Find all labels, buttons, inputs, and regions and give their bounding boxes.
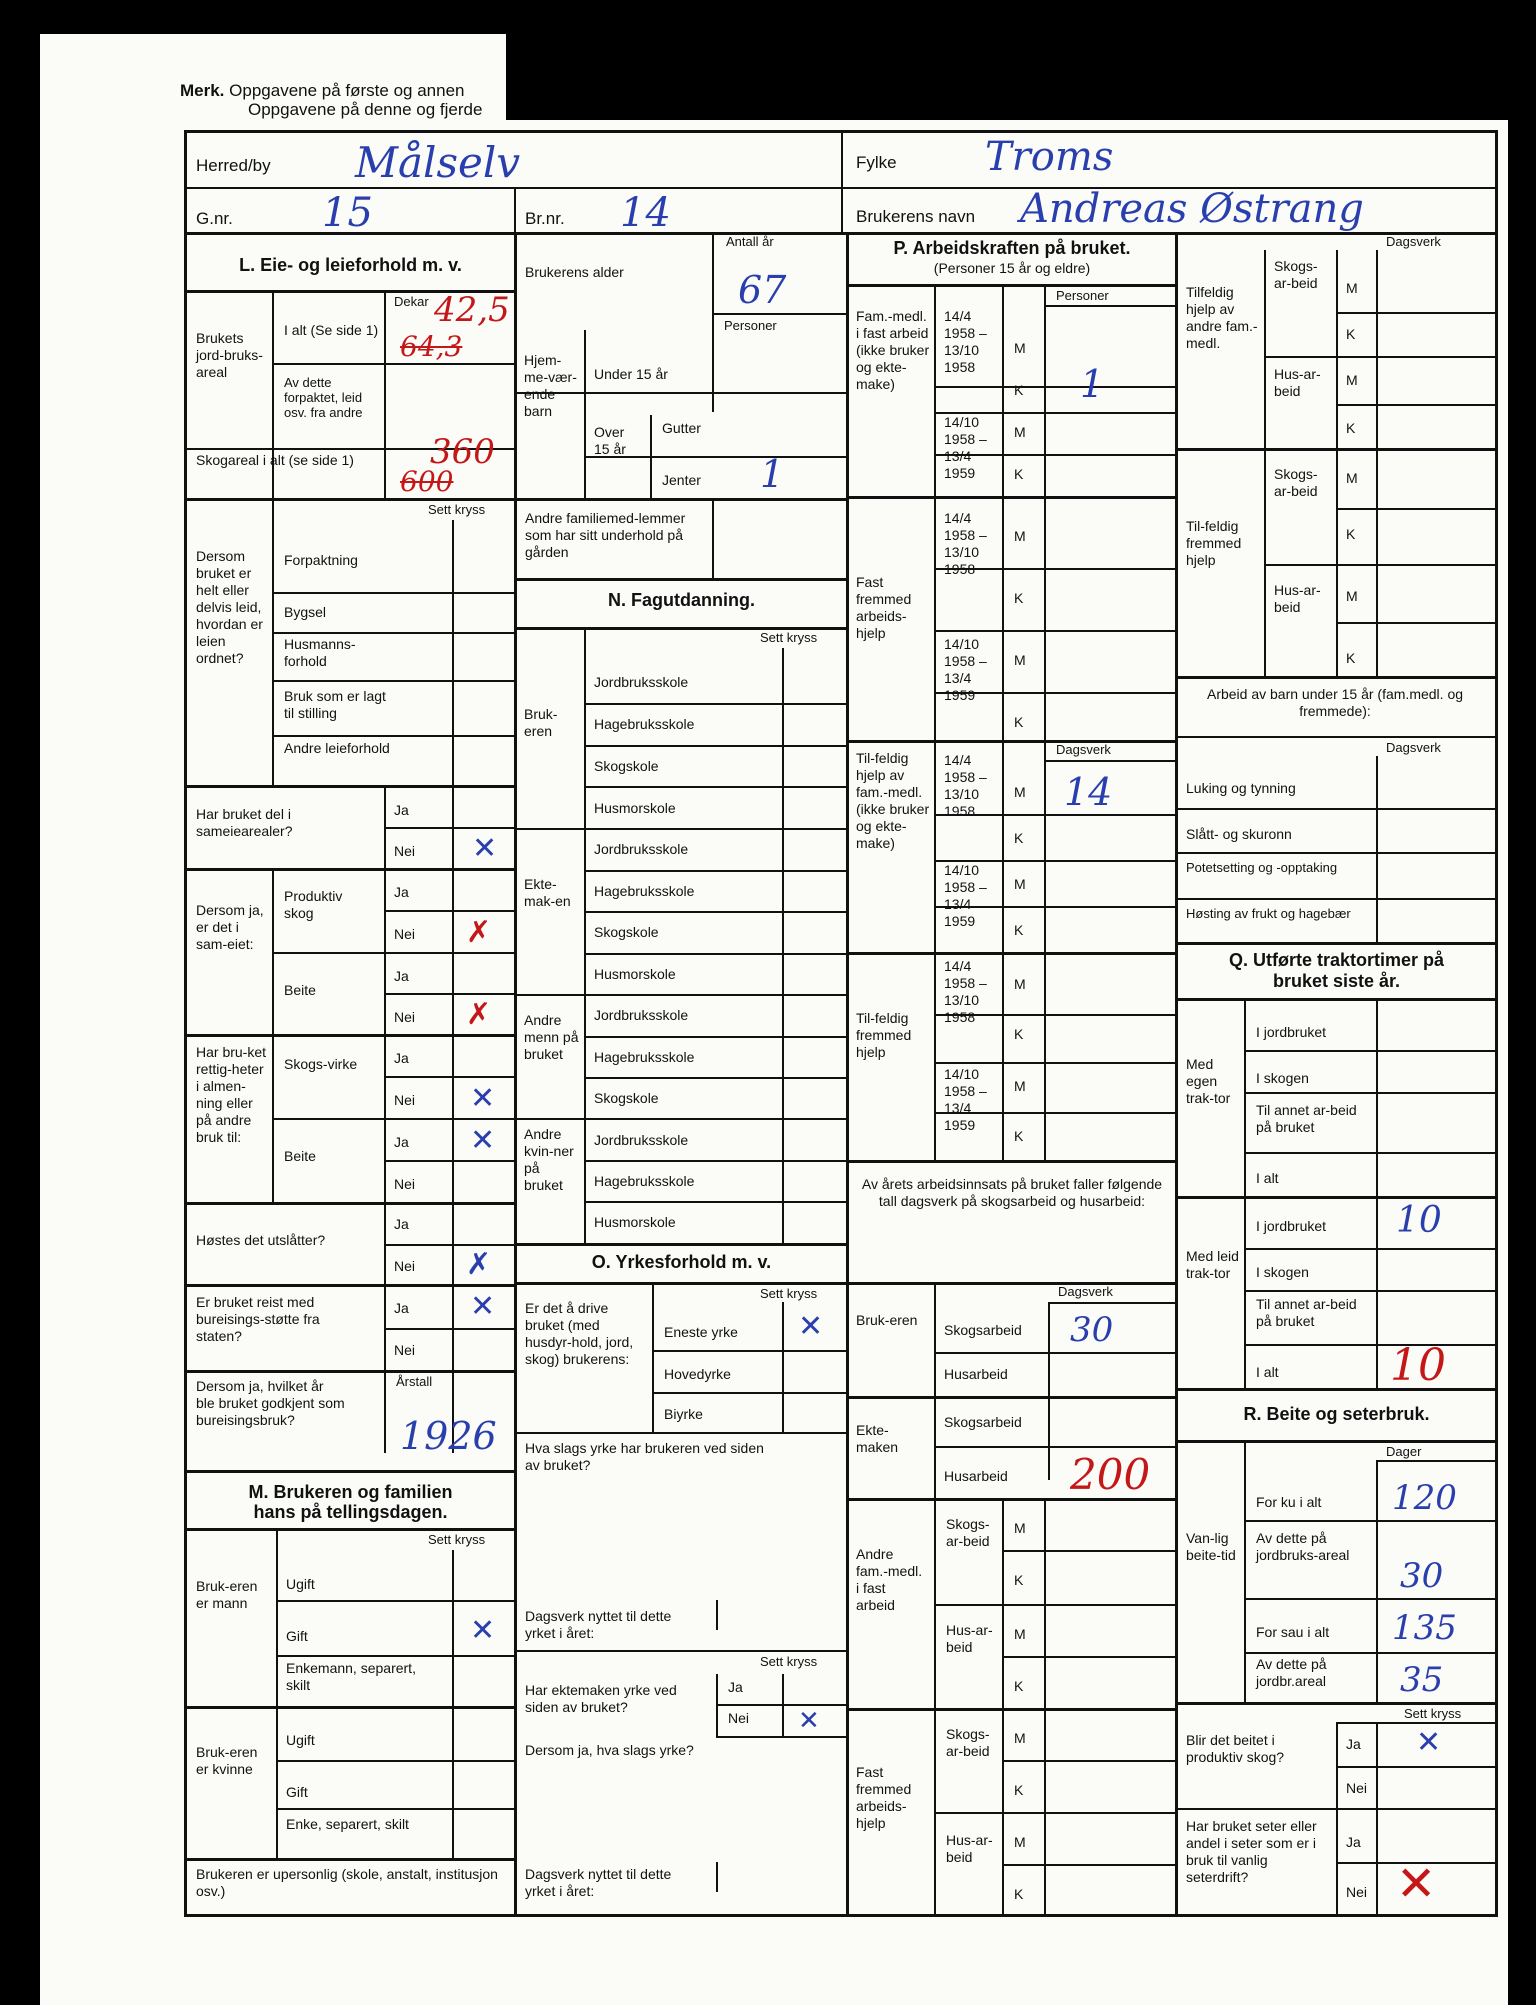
dagsverk-barn-label: Dagsverk [1386,740,1441,755]
section-p-subtitle: (Personer 15 år og eldre) [933,260,1091,276]
n-school: Hagebruksskole [594,716,695,732]
bruker-mann-label: Bruk-eren er mann [196,1578,258,1611]
sau-i-alt-value: 135 [1392,1608,1457,1648]
barn-hosting: Høsting av frukt og hagebær [1186,906,1351,921]
p-fast-fremmed: Fast fremmed arbeids-hjelp [856,1764,912,1831]
barn-potet: Potetsetting og -opptaking [1186,860,1338,875]
bureising-question: Er bruket reist med bureisings-støtte fra staten? [196,1294,320,1344]
n-school: Skogskole [594,1090,659,1106]
husarbeid-short: Hus-ar-beid [946,1622,993,1655]
rettigheter-label: Har bru-ket rettig-heter i almen-ning eller på andre bruk til: [196,1044,267,1145]
hjem-barn-label: Hjem-me-vær-ende barn [524,352,577,419]
seter-nei-mark: ✕ [1396,1856,1437,1912]
brukeren-label: Brukerens navn [856,207,976,226]
dagsverk-q-label: Dagsverk [1386,234,1441,249]
q-tilf-fam: Tilfeldig hjelp av andre fam.-medl. [1186,284,1258,351]
k-label: K [1014,382,1024,398]
merk-note: Merk. Oppgavene på første og annen [180,81,465,100]
prod-nei: Nei [394,926,416,942]
n-school: Skogskole [594,758,659,774]
dagsverk-nyttet-1: Dagsverk nyttet til dette yrket i året: [525,1608,672,1641]
m-label: M [1014,1626,1026,1642]
barn-slatt: Slått- og skuronn [1186,826,1292,842]
leie-forpaktning: Forpaktning [284,552,358,568]
gnr-label: G.nr. [196,209,233,228]
jenter-label: Jenter [662,472,701,488]
period-b: 14/10 1958 –13/4 1959 [944,1066,987,1133]
sett-kryss-n: Sett kryss [760,630,818,645]
sameie-ja: Ja [394,802,409,818]
dagsverk-p2-label: Dagsverk [1058,1284,1113,1299]
k-label: K [1014,1128,1024,1144]
jenter-value: 1 [760,452,785,496]
m-label: M [1346,280,1358,296]
q-tilf-fremmed: Til-feldig fremmed hjelp [1186,518,1242,568]
over15-label: Over 15 år [594,424,626,457]
dager-label: Dager [1386,1444,1422,1459]
p-ektemaken: Ekte-maken [856,1422,899,1455]
m-label: M [1014,1520,1026,1536]
bureising-ja-mark: ✕ [470,1289,496,1324]
k-label: K [1346,526,1356,542]
husarbeid-2: Husarbeid [944,1468,1008,1484]
prod-nei-mark: ✗ [466,915,492,950]
section-o-title: O. Yrkesforhold m. v. [591,1252,772,1272]
ektemaken-yrke-q: Har ektemaken yrke ved siden av bruket? [525,1682,677,1715]
p-block-fam-fast: Fam.-medl. i fast arbeid (ikke bruker og ekte-make) [856,308,930,392]
i-alt-value: 42,5 [434,290,510,330]
skog-bruker-value: 30 [1070,1310,1114,1350]
alder-label: Brukerens alder [525,264,624,280]
herred-label: Herred/by [196,156,271,175]
merk-note-line2: Oppgavene på denne og fjerde [248,100,483,119]
q-leid-traktor: Med leid trak-tor [1186,1248,1239,1281]
beite-nei: Nei [394,1009,416,1025]
eneste-yrke-mark: ✕ [798,1309,824,1344]
tr-i-alt: I alt [1256,1170,1279,1186]
sett-kryss-r: Sett kryss [1404,1706,1462,1721]
utslatter-ja: Ja [394,1216,409,1232]
k-label: K [1014,1678,1024,1694]
seter-question: Har bruket seter eller andel i seter som er i bruk til vanlig seterdrift? [1186,1818,1317,1885]
vanlig-beitetid: Van-lig beite-tid [1186,1530,1236,1563]
barn-heading: Arbeid av barn under 15 år (fam.medl. og fremmede): [1206,686,1464,719]
m-label: M [1014,1834,1026,1850]
husarbeid-short: Hus-ar-beid [1274,582,1321,615]
kvinne-gift: Gift [286,1784,308,1800]
skogsarbeid-short: Skogs-ar-beid [946,1516,990,1549]
dersom-sameie-label: Dersom ja, er det i sam-eiet: [196,902,264,952]
av-arets-text: Av årets arbeidsinnsats på bruket faller følgende tall dagsverk på skogsarbeid og husarbeid: [861,1176,1163,1209]
scan-background [506,0,1536,120]
skog-areal-label: Skogareal i alt (se side 1) [196,452,354,468]
under15-label: Under 15 år [594,366,668,382]
brukeren-value: Andreas Østrang [1020,186,1364,232]
ku-jord-value: 30 [1400,1556,1444,1596]
n-school: Husmorskole [594,800,676,816]
p-brukeren: Bruk-eren [856,1312,918,1328]
k-label: K [1346,326,1356,342]
arstall-question: Dersom ja, hvilket år ble bruket godkjent som bureisingsbruk? [196,1378,345,1428]
skogsarbeid-1: Skogsarbeid [944,1322,1022,1338]
skogsarbeid-short: Skogs-ar-beid [1274,258,1318,291]
beite-label-r: Beite [284,1148,316,1164]
n-school: Jordbruksskole [594,841,689,857]
beite-label-l: Beite [284,982,316,998]
n-school: Jordbruksskole [594,1007,689,1023]
r-sau-i-alt: For sau i alt [1256,1624,1330,1640]
period-b: 14/10 1958 –13/4 1959 [944,862,987,929]
seter-nei: Nei [1346,1884,1368,1900]
arstall-value: 1926 [400,1414,497,1458]
skogsarbeid-2: Skogsarbeid [944,1414,1022,1430]
sett-kryss-o2: Sett kryss [760,1654,818,1669]
m-label: M [1014,784,1026,800]
tr-skogen: I skogen [1256,1070,1309,1086]
k-label: K [1014,922,1024,938]
n-ektemaken: Ekte-mak-en [524,876,571,909]
kvinne-ugift: Ugift [286,1732,315,1748]
jord-areal-label: Brukets jord-bruks-areal [196,330,263,380]
sett-kryss-l: Sett kryss [428,502,486,517]
personer-k-label: Personer [724,318,777,333]
utslatter-nei-mark: ✗ [466,1247,492,1282]
tr-annet: Til annet ar-beid på bruket [1256,1296,1357,1329]
ektemaken-nei-mark: ✕ [798,1706,820,1736]
personer-p-label: Personer [1056,288,1109,303]
period-a: 14/4 1958 –13/10 1958 [944,510,987,577]
tilf-fam-m1-value: 14 [1064,770,1113,814]
eneste-yrke: Eneste yrke [664,1324,738,1340]
sameie-question: Har bruket del i sameiearealer? [196,806,293,839]
k-label: K [1014,1782,1024,1798]
r-ku-i-alt: For ku i alt [1256,1494,1322,1510]
fylke-value: Troms [985,134,1114,180]
dagsverk-p-label: Dagsverk [1056,742,1111,757]
k-label: K [1346,650,1356,666]
section-p-title: P. Arbeidskraften på bruket. [893,238,1131,258]
sameie-nei-mark: ✕ [472,831,498,866]
fam-fast-k1-value: 1 [1080,362,1105,406]
dekar-label: Dekar [394,294,429,309]
blir-nei: Nei [1346,1780,1368,1796]
prod-ja: Ja [394,884,409,900]
blir-ja-mark: ✕ [1416,1725,1442,1760]
seter-ja: Ja [1346,1834,1361,1850]
k-label: K [1014,1572,1024,1588]
p-andre-fam: Andre fam.-medl. i fast arbeid [856,1546,923,1613]
m-label: M [1014,340,1026,356]
tr-i-alt: I alt [1256,1364,1279,1380]
m-label: M [1014,528,1026,544]
skogsvirke-nei-mark: ✕ [470,1081,496,1116]
er-det-label: Er det å drive bruket (med husdyr-hold, jord, skog) brukerens: [525,1300,634,1367]
period-b: 14/10 1958 –13/4 1959 [944,636,987,703]
n-school: Husmorskole [594,1214,676,1230]
skogsvirke-label: Skogs-virke [284,1056,358,1072]
section-l-title: L. Eie- og leieforhold m. v. [239,255,462,275]
leid-jordbruket-value: 10 [1396,1200,1442,1241]
p-block-tilf-fam: Til-feldig hjelp av fam.-medl. (ikke bruker og ekte-make) [856,750,930,851]
alder-value: 67 [738,268,787,312]
p-block-tilf-fremmed: Til-feldig fremmed hjelp [856,1010,912,1060]
produktiv-skog-label: Produktiv skog [284,888,343,921]
skogsarbeid-short: Skogs-ar-beid [946,1726,990,1759]
bruker-kvinne-label: Bruk-eren er kvinne [196,1744,258,1777]
av-dette-label: Av dette forpaktet, leid osv. fra andre [284,375,363,420]
antall-ar-label: Antall år [726,234,774,249]
section-n-title: N. Fagutdanning. [608,590,755,610]
n-school: Hagebruksskole [594,883,695,899]
k-label: K [1014,466,1024,482]
n-school: Jordbruksskole [594,674,689,690]
leie-bygsel: Bygsel [284,604,327,620]
beite-ja: Ja [394,968,409,984]
tr-jordbruket: I jordbruket [1256,1024,1327,1040]
dersom-yrke-q: Dersom ja, hva slags yrke? [525,1742,694,1758]
m-label: M [1014,1078,1026,1094]
m-label: M [1346,588,1358,604]
skog-value: 360 [430,432,495,472]
sett-kryss-m: Sett kryss [428,1532,486,1547]
blir-ja: Ja [1346,1736,1361,1752]
n-school: Hagebruksskole [594,1049,695,1065]
n-school: Husmorskole [594,966,676,982]
m-label: M [1014,976,1026,992]
dersom-leid-label: Dersom bruket er helt eller delvis leid, hvordan er leien ordnet? [196,548,263,666]
period-a: 14/4 1958 –13/10 1958 [944,752,987,819]
skog-struck: 600 [400,465,454,498]
dagsverk-nyttet-2: Dagsverk nyttet til dette yrket i året: [525,1866,672,1899]
leid-i-alt-value: 10 [1390,1340,1446,1391]
leie-andre: Andre leieforhold [284,740,390,756]
blir-beitet-question: Blir det beitet i produktiv skog? [1186,1732,1285,1765]
n-andre-menn: Andre menn på bruket [524,1012,579,1062]
tr-skogen: I skogen [1256,1264,1309,1280]
rett-beite-ja: Ja [394,1134,409,1150]
m-label: M [1014,424,1026,440]
k-label: K [1014,830,1024,846]
fylke-label: Fylke [856,153,897,172]
gnr-value: 15 [322,190,373,236]
k-label: K [1014,590,1024,606]
r-ku-jordbruk: Av dette på jordbruks-areal [1256,1530,1350,1563]
skogsarbeid-short: Skogs-ar-beid [1274,466,1318,499]
m-label: M [1014,876,1026,892]
upersonlig-label: Brukeren er upersonlig (skole, anstalt, institusjon osv.) [196,1866,498,1899]
i-alt-struck: 64,3 [400,330,463,363]
andre-fam-label: Andre familiemed-lemmer som har sitt underhold på gården [525,510,686,560]
barn-luking: Luking og tynning [1186,780,1296,796]
hva-slags-yrke: Hva slags yrke har brukeren ved siden av bruket? [525,1440,764,1473]
brnr-label: Br.nr. [525,209,565,228]
leie-husmann: Husmanns-forhold [284,636,356,669]
beite-nei-mark: ✗ [466,997,492,1032]
hus-ektemake-value: 200 [1070,1450,1151,1499]
skogsvirke-nei: Nei [394,1092,416,1108]
n-school: Jordbruksskole [594,1132,689,1148]
period-a: 14/4 1958 –13/10 1958 [944,958,987,1025]
leie-stilling: Bruk som er lagt til stilling [284,688,386,721]
m-label: M [1014,652,1026,668]
arstall-label: Årstall [396,1374,433,1389]
sett-kryss-o: Sett kryss [760,1286,818,1301]
rett-beite-nei: Nei [394,1176,416,1192]
kvinne-enke: Enke, separert, skilt [286,1816,409,1832]
section-q-title2: bruket siste år. [1272,971,1401,991]
n-school: Hagebruksskole [594,1173,695,1189]
skogsvirke-ja: Ja [394,1050,409,1066]
section-r-title: R. Beite og seterbruk. [1243,1404,1430,1424]
hovedyrke: Hovedyrke [664,1366,731,1382]
husarbeid-short: Hus-ar-beid [946,1832,993,1865]
m-label: M [1346,372,1358,388]
ektemaken-nei: Nei [728,1710,750,1726]
q-egen-traktor: Med egen trak-tor [1186,1056,1231,1106]
bureising-nei: Nei [394,1342,416,1358]
section-m-title2: hans på tellingsdagen. [253,1502,448,1522]
period-a: 14/4 1958 –13/10 1958 [944,308,987,375]
mann-gift-mark: ✕ [470,1613,496,1648]
gutter-label: Gutter [662,420,701,436]
m-label: M [1346,470,1358,486]
utslatter-nei: Nei [394,1258,416,1274]
section-m-title: M. Brukeren og familien [248,1482,453,1502]
brnr-value: 14 [620,190,671,236]
husarbeid-1: Husarbeid [944,1366,1008,1382]
biyrke: Biyrke [664,1406,703,1422]
n-brukeren: Bruk-eren [524,706,558,739]
mann-ugift: Ugift [286,1576,315,1592]
k-label: K [1014,1886,1024,1902]
k-label: K [1014,714,1024,730]
husarbeid-short: Hus-ar-beid [1274,366,1321,399]
ku-i-alt-value: 120 [1392,1478,1457,1518]
utslatter-question: Høstes det utslåtter? [196,1232,326,1248]
mann-enkemann: Enkemann, separert, skilt [286,1660,416,1693]
i-alt-label: I alt (Se side 1) [284,322,379,338]
section-q-title: Q. Utførte traktortimer på [1228,950,1445,970]
tr-annet: Til annet ar-beid på bruket [1256,1102,1357,1135]
k-label: K [1346,420,1356,436]
r-sau-jordbruk: Av dette på jordbr.areal [1256,1656,1327,1689]
sau-jord-value: 35 [1400,1660,1444,1700]
sameie-nei: Nei [394,843,416,859]
ektemaken-ja: Ja [728,1679,743,1695]
rett-beite-ja-mark: ✕ [470,1123,496,1158]
mann-gift: Gift [286,1628,308,1644]
p-block-fast-fremmed: Fast fremmed arbeids-hjelp [856,574,912,641]
herred-value: Målselv [355,138,521,187]
period-b: 14/10 1958 –13/4 1959 [944,414,987,481]
n-andre-kvinner: Andre kvin-ner på bruket [524,1126,574,1193]
tr-jordbruket: I jordbruket [1256,1218,1327,1234]
m-label: M [1014,1730,1026,1746]
k-label: K [1014,1026,1024,1042]
bureising-ja: Ja [394,1300,409,1316]
n-school: Skogskole [594,924,659,940]
